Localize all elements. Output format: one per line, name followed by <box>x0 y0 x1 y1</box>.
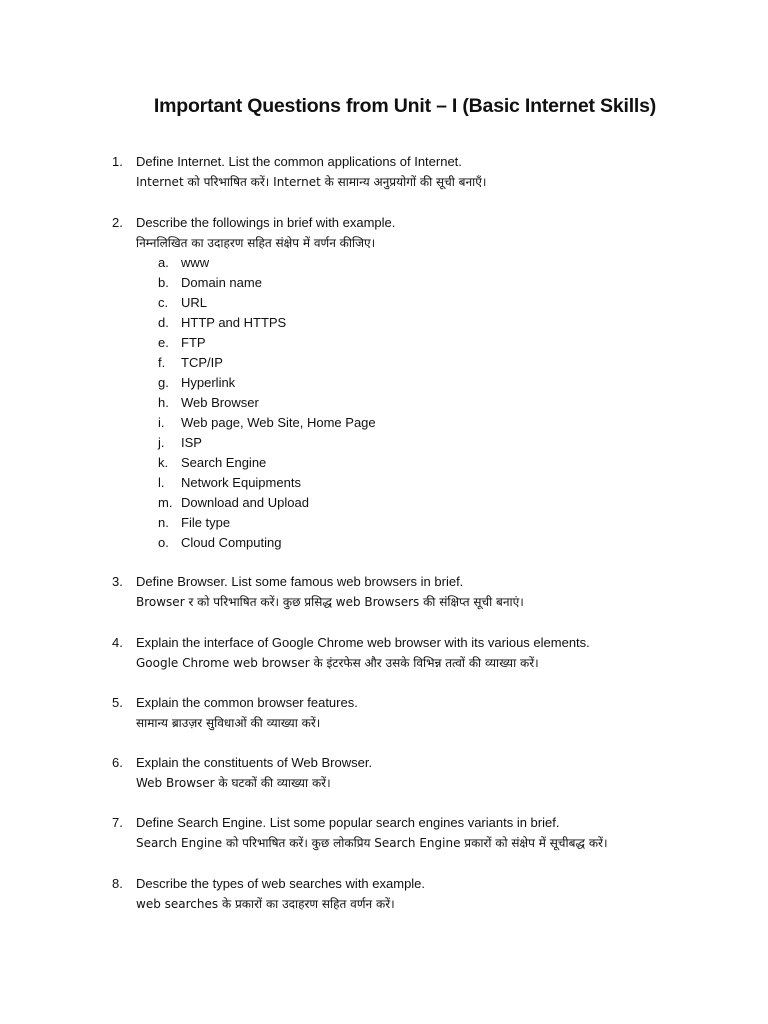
list-item-text: File type <box>181 515 231 530</box>
question-number: 5. <box>112 695 123 710</box>
list-item-letter: f. <box>158 355 166 370</box>
question-7 <box>112 813 732 853</box>
list-item-text: www <box>181 255 210 270</box>
question-number: 8. <box>112 876 123 891</box>
list-item-text: Cloud Computing <box>181 535 282 550</box>
list-item-text: Web Browser <box>181 395 259 410</box>
list-item-letter: k. <box>158 455 169 470</box>
list-item <box>112 453 732 473</box>
question-5 <box>112 693 732 733</box>
list-item-letter: j. <box>158 435 165 450</box>
list-item-letter: o. <box>158 535 169 550</box>
list-item-letter: i. <box>158 415 165 430</box>
list-item-text: TCP/IP <box>181 355 223 370</box>
list-item <box>112 333 732 353</box>
question-hindi: Web Browser के घटकों की व्याख्या करें। <box>136 776 331 790</box>
question-english: Explain the common browser features. <box>136 695 358 710</box>
question-hindi: Search Engine को परिभाषित करें। कुछ लोकप्रिय Search Engine प्रकारों को संक्षेप में सूचीबद्ध करें। <box>136 836 608 850</box>
list-item <box>112 513 732 533</box>
question-hindi: निम्नलिखित का उदाहरण सहित संक्षेप में वर्णन कीजिए। <box>136 236 376 250</box>
list-item <box>112 473 732 493</box>
list-item-text: Search Engine <box>181 455 267 470</box>
question-number: 3. <box>112 574 123 589</box>
subitem-list <box>112 253 732 553</box>
question-1 <box>112 152 732 192</box>
list-item-letter: n. <box>158 515 169 530</box>
list-item-text: URL <box>181 295 208 310</box>
question-hindi: सामान्य ब्राउज़र सुविधाओं की व्याख्या करें। <box>136 716 321 730</box>
list-item-letter: m. <box>158 495 173 510</box>
question-number: 4. <box>112 635 123 650</box>
question-8 <box>112 874 732 914</box>
question-4 <box>112 633 732 673</box>
question-hindi: web searches के प्रकारों का उदाहरण सहित वर्णन करें। <box>136 897 395 911</box>
list-item <box>112 273 732 293</box>
question-hindi: Browser र को परिभाषित करें। कुछ प्रसिद्ध web Browsers की संक्षिप्त सूची बनाएं। <box>136 595 524 609</box>
list-item-text: HTTP and HTTPS <box>181 315 287 330</box>
list-item <box>112 353 732 373</box>
question-number: 2. <box>112 215 123 230</box>
list-item <box>112 313 732 333</box>
question-hindi: Google Chrome web browser के इंटरफेस और उसके विभिन्न तत्वों की व्याख्या करें। <box>136 656 539 670</box>
question-number: 7. <box>112 815 123 830</box>
question-2 <box>112 213 732 553</box>
question-english: Define Internet. List the common applications of Internet. <box>136 154 462 169</box>
list-item <box>112 533 732 553</box>
list-item-letter: l. <box>158 475 165 490</box>
list-item-text: FTP <box>181 335 206 350</box>
question-3 <box>112 572 732 612</box>
list-item <box>112 413 732 433</box>
list-item-letter: b. <box>158 275 169 290</box>
list-item-letter: a. <box>158 255 169 270</box>
question-english: Define Search Engine. List some popular search engines variants in brief. <box>136 815 560 830</box>
list-item-letter: h. <box>158 395 169 410</box>
question-english: Describe the followings in brief with example. <box>136 215 396 230</box>
question-number: 1. <box>112 154 123 169</box>
question-number: 6. <box>112 755 123 770</box>
list-item-text: Domain name <box>181 275 262 290</box>
question-english: Describe the types of web searches with example. <box>136 876 426 891</box>
list-item-letter: g. <box>158 375 169 390</box>
question-hindi: Internet को परिभाषित करें। Internet के सामान्य अनुप्रयोगों की सूची बनाएँ। <box>136 175 487 189</box>
question-6 <box>112 753 732 793</box>
list-item-text: Web page, Web Site, Home Page <box>181 415 376 430</box>
list-item-text: ISP <box>181 435 202 450</box>
list-item-letter: c. <box>158 295 169 310</box>
list-item <box>112 253 732 273</box>
list-item <box>112 373 732 393</box>
list-item-text: Hyperlink <box>181 375 236 390</box>
list-item <box>112 393 732 413</box>
list-item <box>112 433 732 453</box>
document-title: Important Questions from Unit – I (Basic Internet Skills) <box>153 95 657 117</box>
list-item-text: Download and Upload <box>181 495 309 510</box>
list-item <box>112 493 732 513</box>
question-english: Explain the interface of Google Chrome web browser with its various elements. <box>136 635 590 650</box>
question-english: Define Browser. List some famous web browsers in brief. <box>136 574 464 589</box>
list-item-letter: d. <box>158 315 169 330</box>
list-item <box>112 293 732 313</box>
question-english: Explain the constituents of Web Browser. <box>136 755 373 770</box>
list-item-letter: e. <box>158 335 169 350</box>
list-item-text: Network Equipments <box>181 475 301 490</box>
